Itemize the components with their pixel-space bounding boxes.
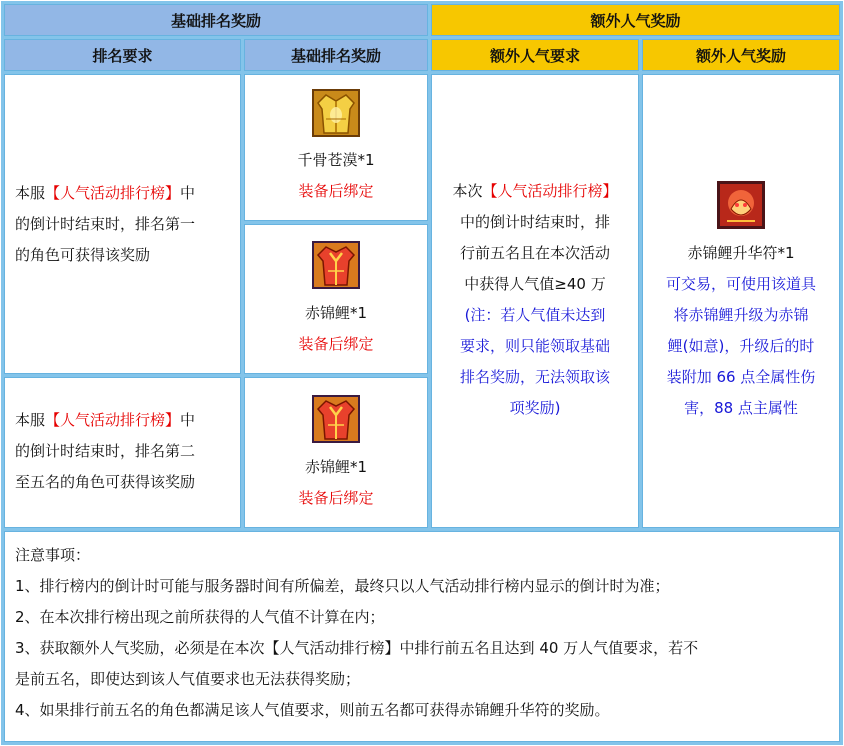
extra-reward-group-header: 额外人气奖励 — [431, 4, 840, 36]
reward-desc-line: 将赤锦鲤升级为赤锦 — [673, 306, 809, 324]
bind-status: 装备后绑定 — [298, 489, 374, 507]
leaderboard-highlight: 【人气活动排行榜】 — [482, 182, 618, 200]
gold-robe-icon — [312, 89, 360, 137]
notes-section — [4, 531, 840, 742]
reward-table — [1, 1, 843, 745]
bind-status: 装备后绑定 — [298, 182, 374, 200]
text-suffix: 中 — [180, 184, 196, 202]
note-line: 要求，则只能领取基础 — [459, 337, 610, 355]
reward-name: 赤锦鲤*1 — [304, 304, 368, 322]
basic-reward-cell-3 — [244, 377, 428, 528]
text-line: 的倒计时结束时，排名第一 — [15, 215, 196, 233]
extra-requirement-cell — [431, 74, 639, 528]
rank-requirement-second-to-fifth — [4, 377, 241, 528]
note-item: 4、如果排行前五名的角色都满足该人气值要求，则前五名都可获得赤锦鲤升华符的奖励。 — [15, 701, 610, 719]
note-line: 排名奖励，无法领取该 — [459, 368, 610, 386]
text-line: 中获得人气值≥40 万 — [464, 275, 606, 293]
col-header-basic-reward: 基础排名奖励 — [244, 39, 428, 71]
notes-title: 注意事项： — [15, 546, 91, 564]
col-header-extra-requirement: 额外人气要求 — [431, 39, 639, 71]
reward-desc-line: 可交易，可使用该道具 — [665, 275, 816, 293]
note-item: 2、在本次排行榜出现之前所获得的人气值不计算在内； — [15, 608, 385, 626]
leaderboard-highlight: 【人气活动排行榜】 — [45, 411, 181, 429]
col-header-extra-reward: 额外人气奖励 — [642, 39, 840, 71]
reward-name: 赤锦鲤*1 — [304, 458, 368, 476]
basic-reward-cell-2 — [244, 224, 428, 374]
koi-robe-icon — [312, 395, 360, 443]
note-item: 3、获取额外人气奖励，必须是在本次【人气活动排行榜】中排行前五名且达到 40 万人气值要求，若不 — [15, 639, 699, 657]
rank-requirement-text — [15, 178, 235, 271]
extra-requirement-text — [436, 176, 634, 424]
reward-desc-line: 鲤(如意)，升级后的时 — [667, 337, 815, 355]
note-item: 1、排行榜内的倒计时可能与服务器时间有所偏差，最终只以人气活动排行榜内显示的倒计时为准； — [15, 577, 670, 595]
reward-desc-line: 装附加 66 点全属性伤 — [666, 368, 816, 386]
text-line: 行前五名且在本次活动 — [459, 244, 610, 262]
basic-reward-group-header: 基础排名奖励 — [4, 4, 428, 36]
reward-name: 千骨苍漠*1 — [297, 151, 375, 169]
extra-reward-cell — [642, 74, 840, 528]
reward-desc-line: 害，88 点主属性 — [684, 399, 798, 417]
basic-reward-cell-1 — [244, 74, 428, 221]
bind-status: 装备后绑定 — [298, 335, 374, 353]
note-item: 是前五名，即使达到该人气值要求也无法获得奖励； — [15, 670, 361, 688]
rank-requirement-text — [15, 405, 235, 498]
text-line: 中的倒计时结束时，排 — [459, 213, 610, 231]
text-prefix: 本次 — [452, 182, 483, 200]
reward-name: 赤锦鲤升华符*1 — [687, 244, 795, 262]
col-header-rank-requirement: 排名要求 — [4, 39, 241, 71]
note-line: (注：若人气值未达到 — [464, 306, 606, 324]
text-prefix: 本服 — [15, 184, 46, 202]
text-suffix: 中 — [180, 411, 196, 429]
koi-robe-icon — [312, 241, 360, 289]
rank-requirement-first — [4, 74, 241, 374]
text-prefix: 本服 — [15, 411, 46, 429]
text-line: 的角色可获得该奖励 — [15, 246, 151, 264]
text-line: 的倒计时结束时，排名第二 — [15, 442, 196, 460]
upgrade-talisman-icon — [717, 181, 765, 229]
leaderboard-highlight: 【人气活动排行榜】 — [45, 184, 181, 202]
note-line: 项奖励) — [509, 399, 561, 417]
text-line: 至五名的角色可获得该奖励 — [15, 473, 196, 491]
extra-reward-text — [645, 238, 837, 424]
